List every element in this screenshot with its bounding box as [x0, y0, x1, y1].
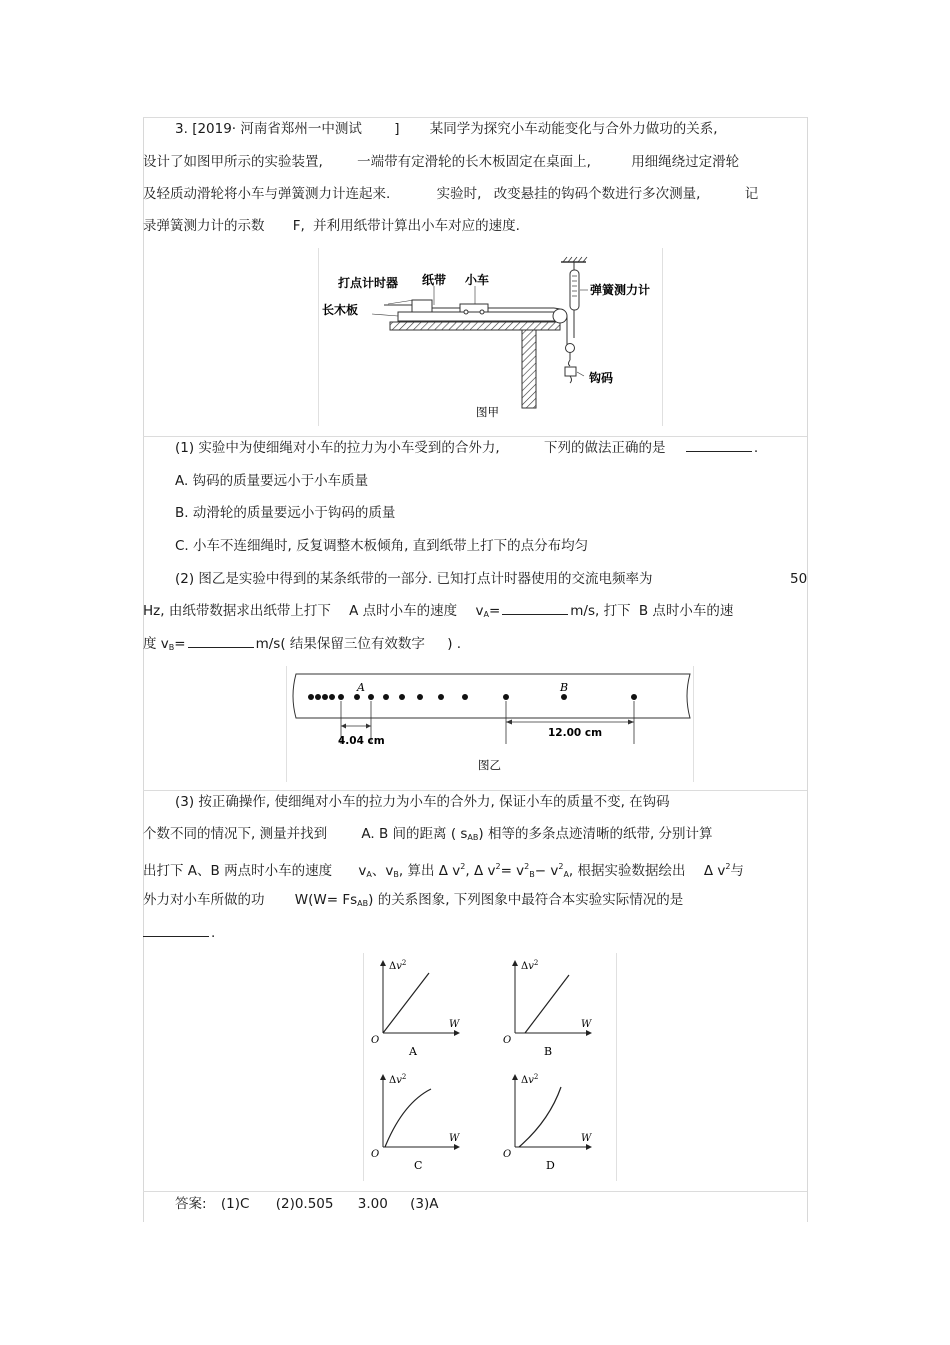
- part2-l2f: B 点时小车的速: [638, 603, 734, 619]
- part2-l2b: A 点时小车的速度: [349, 603, 458, 619]
- figure1-caption: 图甲: [476, 405, 499, 419]
- part3-l3b: $v_A$: [358, 863, 372, 879]
- divider-top: [143, 117, 807, 118]
- part3-l2a: 个数不同的情况下, 测量并找到: [143, 826, 328, 842]
- part2-l2e: m/s, 打下: [570, 603, 631, 619]
- tape-dist-1: 4.04 cm: [338, 735, 385, 747]
- part3-answer-blank[interactable]: [143, 924, 209, 937]
- tape-dist-2: 12.00 cm: [548, 727, 603, 739]
- part3-l3c: 、$v_B$: [371, 863, 399, 879]
- label-timer: 打点计时器: [338, 276, 399, 290]
- graph-b-label: B: [544, 1045, 553, 1058]
- part2-line-2: [143, 602, 733, 624]
- svg-text:Δv2: $\Delta v^2$: [389, 959, 407, 972]
- graph-a-label: A: [409, 1045, 417, 1058]
- part3-line-5: [143, 924, 215, 942]
- part3-line-3: [143, 858, 744, 884]
- question-intro-2a: 设计了如图甲所示的实验装置,: [143, 154, 323, 170]
- question-number: 3.: [175, 121, 188, 137]
- part3-line-4: [143, 891, 683, 913]
- part3-l4c: ) 的关系图象, 下列图象中最符合本实验实际情况的是: [368, 892, 684, 908]
- question-line-3: [143, 185, 758, 203]
- label-weight: 钩码: [589, 371, 614, 385]
- label-tape: 纸带: [422, 273, 447, 287]
- part2-vb-blank[interactable]: [188, 635, 254, 648]
- figure2-caption: 图乙: [478, 758, 501, 772]
- label-board: 长木板: [322, 303, 359, 317]
- label-cart: 小车: [465, 273, 490, 287]
- question-intro-3b: 实验时,: [436, 186, 482, 202]
- part3-l3a: 出打下 A、B 两点时小车的速度: [143, 863, 333, 879]
- part1-answer-blank[interactable]: [686, 439, 752, 452]
- graph-b[interactable]: [503, 959, 592, 1058]
- question-intro-3d: 记: [744, 186, 759, 202]
- part3-l2c: ) 相等的多条点迹清晰的纸带, 分别计算: [478, 826, 713, 842]
- question-intro-3c: 改变悬挂的钩码个数进行多次测量,: [493, 186, 701, 202]
- part1-period: .: [753, 440, 759, 456]
- part3-line-2: [143, 825, 713, 847]
- part2-l2a: Hz, 由纸带数据求出纸带上打下: [143, 603, 331, 619]
- svg-text:O: O: [503, 1149, 512, 1160]
- part2-l1b: 50: [790, 571, 808, 587]
- part3-l3f: = $v^2_B$: [500, 862, 535, 879]
- tape-point-a: A: [357, 681, 365, 694]
- question-intro-4a: 录弹簧测力计的示数: [143, 218, 265, 234]
- svg-text:W: W: [449, 1133, 460, 1144]
- part2-l3d: ) .: [447, 636, 462, 652]
- part2-l3c: m/s( 结果保留三位有效数字: [255, 636, 425, 652]
- svg-text:O: O: [371, 1035, 380, 1046]
- graph-c[interactable]: [371, 1073, 460, 1172]
- figure-paper-tape: [286, 666, 694, 782]
- part1-option-a: A. 钩码的质量要远小于小车质量: [175, 473, 369, 489]
- part2-line-3: [143, 635, 461, 657]
- figure-apparatus: [318, 248, 663, 426]
- part3-l3e: , Δ $v^2$: [465, 862, 501, 879]
- answer-part3: (3)A: [410, 1196, 439, 1212]
- divider-after-fig2: [143, 790, 807, 791]
- svg-text:O: O: [503, 1035, 512, 1046]
- part3-l2b: A. B 间的距离 ( $s_{AB}$: [361, 826, 479, 842]
- question-intro-2c: 用细绳绕过定滑轮: [631, 154, 740, 170]
- part3-l3i: Δ $v^2$: [703, 862, 731, 879]
- part3-l3h: , 根据实验数据绘出: [568, 863, 686, 879]
- question-line-2: [143, 153, 739, 171]
- answer-part2b: 3.00: [357, 1196, 388, 1212]
- part3-l4a: 外力对小车所做的功: [143, 892, 265, 908]
- svg-text:Δv2: $\Delta v^2$: [389, 1073, 407, 1086]
- graph-d[interactable]: [503, 1073, 592, 1172]
- part1-stem-b: 下列的做法正确的是: [544, 440, 666, 456]
- question-intro-2b: 一端带有定滑轮的长木板固定在桌面上,: [357, 154, 591, 170]
- graph-c-label: C: [414, 1159, 423, 1172]
- part3-l3g: − $v^2_A$: [534, 862, 569, 879]
- svg-text:O: O: [371, 1149, 380, 1160]
- answer-part1: (1)C: [220, 1196, 250, 1212]
- svg-text:Δv2: $\Delta v^2$: [521, 1073, 539, 1086]
- divider-after-fig1: [143, 436, 807, 437]
- part2-l1a: (2) 图乙是实验中得到的某条纸带的一部分. 已知打点计时器使用的交流电频率为: [175, 571, 653, 587]
- svg-text:W: W: [449, 1019, 460, 1030]
- part1-option-c: C. 小车不连细绳时, 反复调整木板倾角, 直到纸带上打下的点分布均匀: [175, 538, 589, 554]
- part2-l2d: =: [488, 603, 501, 619]
- part3-l4b: $W(W= Fs_{AB}$: [294, 892, 369, 908]
- label-spring-scale: 弹簧测力计: [590, 283, 651, 297]
- question-source-close: ]: [394, 121, 400, 137]
- answer-line: [175, 1195, 439, 1213]
- figure-graph-options: [363, 953, 617, 1181]
- question-source: [2019· 河南省郑州一中测试: [192, 121, 362, 137]
- part3-l3j: 与: [730, 863, 744, 879]
- part1-stem-a: (1) 实验中为使细绳对小车的拉力为小车受到的合外力,: [175, 440, 500, 456]
- svg-text:Δv2: $\Delta v^2$: [521, 959, 539, 972]
- question-line-4: [143, 217, 520, 235]
- question-intro-4b: F,: [292, 218, 305, 234]
- part3-l5: .: [211, 925, 216, 941]
- part2-va-blank[interactable]: [502, 602, 568, 615]
- part2-l3a: 度 $v_B$: [143, 636, 175, 652]
- answer-part2: (2)0.505: [275, 1196, 334, 1212]
- divider-after-fig3: [143, 1191, 807, 1192]
- answer-label: 答案:: [175, 1196, 207, 1212]
- part2-l2c: $v_A$: [475, 603, 489, 619]
- graph-a[interactable]: [371, 959, 460, 1058]
- tape-point-b: B: [560, 681, 569, 694]
- part2-l3b: =: [174, 636, 186, 652]
- question-intro-1: 某同学为探究小车动能变化与合外力做功的关系,: [429, 121, 718, 137]
- part3-l3d: , 算出 Δ $v^2$: [398, 862, 466, 879]
- question-intro-4c: 并利用纸带计算出小车对应的速度.: [313, 218, 520, 234]
- part1-stem: [175, 439, 758, 457]
- question-line-1: [175, 120, 718, 138]
- part3-line-1: (3) 按正确操作, 使细绳对小车的拉力为小车的合外力, 保证小车的质量不变, 在钩码: [175, 794, 670, 810]
- part1-option-b: B. 动滑轮的质量要远小于钩码的质量: [175, 505, 396, 521]
- svg-text:W: W: [581, 1133, 592, 1144]
- part2-line-1: [175, 570, 653, 588]
- question-intro-3a: 及轻质动滑轮将小车与弹簧测力计连起来.: [143, 186, 391, 202]
- graph-d-label: D: [546, 1159, 555, 1172]
- svg-text:W: W: [581, 1019, 592, 1030]
